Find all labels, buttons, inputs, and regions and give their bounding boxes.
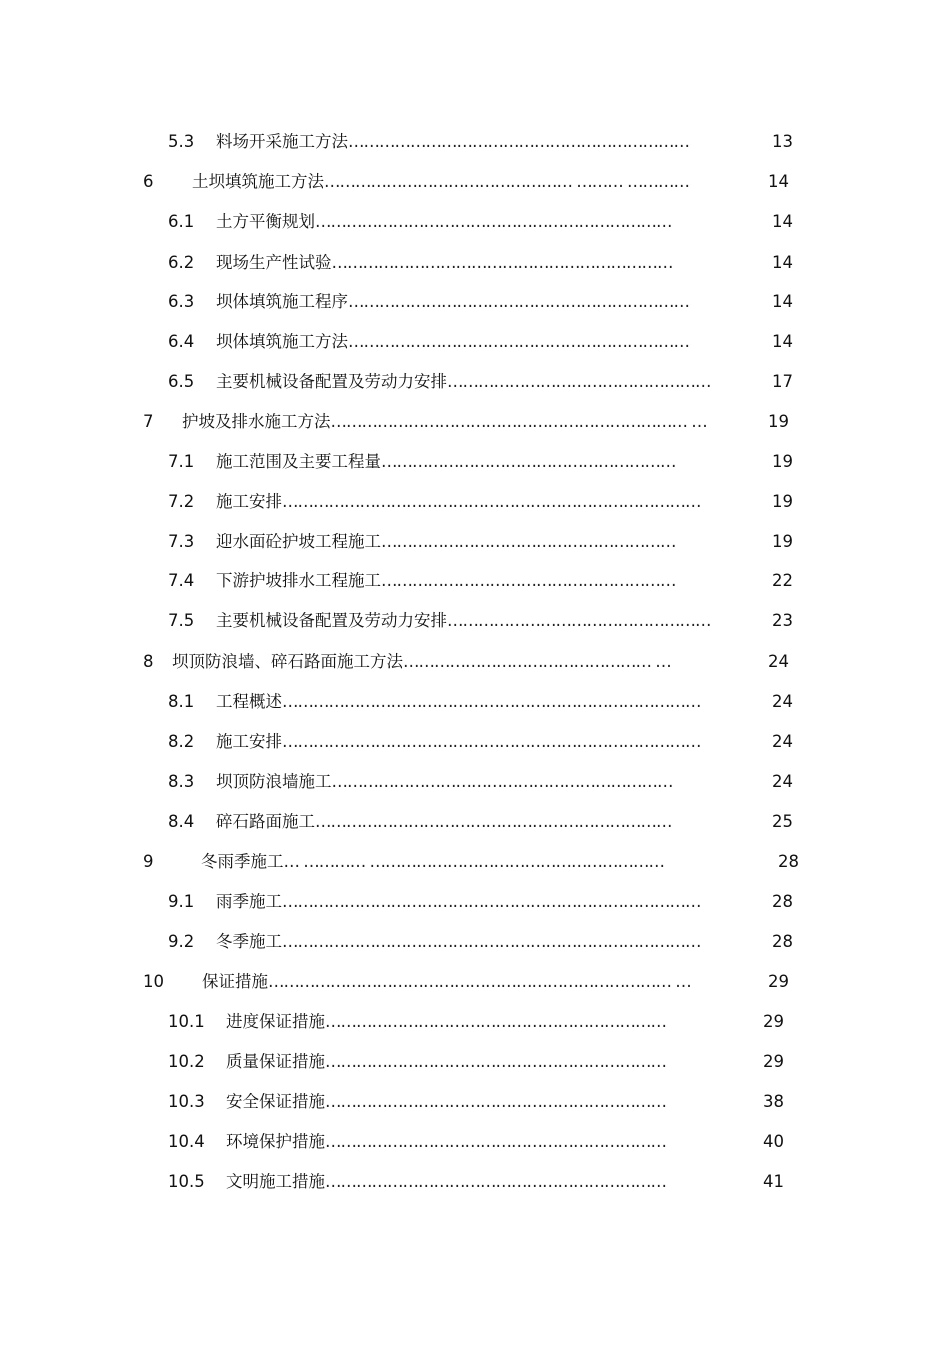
toc-entry-page-number: 24 [772,692,793,711]
toc-entry-title-text: 土方平衡规划 [216,212,315,231]
toc-dot-leader: …………………………………………………………… [315,812,672,831]
toc-entry[interactable] [0,249,950,277]
toc-entry-title [226,1088,731,1116]
toc-dot-leader: ……………………………………………………………………… [282,932,701,951]
toc-entry-page-number: 28 [772,932,793,951]
toc-entry[interactable] [0,968,950,996]
toc-entry-page-number: 19 [772,452,793,471]
toc-entry[interactable] [0,168,950,196]
toc-entry-title-text: 进度保证措施 [226,1012,325,1031]
toc-dot-leader: ………………………………………………………… [331,772,673,791]
toc-entry-title [216,728,740,756]
toc-entry-title-text: 冬雨季施工 [201,852,284,871]
toc-entry-number: 10 [143,972,164,991]
toc-entry-page-number: 19 [768,412,789,431]
toc-entry-title [172,648,736,676]
toc-entry-page-number: 14 [768,172,789,191]
toc-entry-title-text: 施工安排 [216,732,282,751]
toc-entry-title [216,128,740,156]
toc-entry[interactable] [0,1088,950,1116]
toc-entry-title [216,808,740,836]
toc-entry-title [216,528,740,556]
toc-entry-number: 10.5 [168,1172,205,1191]
toc-entry-title [216,928,740,956]
toc-entry-page-number: 38 [763,1092,784,1111]
toc-entry-title [226,1008,731,1036]
toc-entry-page-number: 24 [772,772,793,791]
toc-entry[interactable] [0,1168,950,1196]
toc-entry-number: 9 [143,852,154,871]
toc-entry[interactable] [0,328,950,356]
toc-entry-title-text: 坝体填筑施工方法 [216,332,348,351]
toc-entry-page-number: 19 [772,492,793,511]
toc-entry-title [216,488,740,516]
toc-entry-number: 10.4 [168,1132,205,1151]
toc-entry-title-text: 冬季施工 [216,932,282,951]
toc-entry-number: 8.2 [168,732,195,751]
toc-entry-page-number: 28 [778,852,799,871]
toc-entry[interactable] [0,1128,950,1156]
toc-dot-leader: …………………………………………… [447,372,711,391]
toc-dot-leader: ………………………………………………………… [325,1132,666,1151]
toc-entry-number: 8.4 [168,812,195,831]
toc-entry-title [216,448,740,476]
toc-entry-page-number: 40 [763,1132,784,1151]
toc-entry-title-text: 保证措施 [202,972,268,991]
toc-entry-title-text: 质量保证措施 [226,1052,325,1071]
toc-entry-page-number: 41 [763,1172,784,1191]
toc-entry[interactable] [0,1008,950,1036]
toc-entry-title [216,888,740,916]
toc-entry-number: 6.5 [168,372,195,391]
toc-entry[interactable] [0,448,950,476]
toc-dot-leader: ………………………………………………………… [325,1092,666,1111]
toc-entry-number: 9.1 [168,892,195,911]
toc-entry-page-number: 17 [772,372,793,391]
toc-entry-page-number: 29 [763,1052,784,1071]
toc-dot-leader: ……………………………………………………………………… [282,692,701,711]
toc-entry-title-text: 工程概述 [216,692,282,711]
toc-dot-leader: ………………………………………………………… [331,253,673,272]
toc-entry-number: 7.3 [168,532,195,551]
toc-entry-title [216,328,740,356]
toc-entry-title-text: 安全保证措施 [226,1092,325,1111]
toc-dot-leader: ………………………………………………………… [325,1172,666,1191]
toc-entry[interactable] [0,368,950,396]
toc-entry-page-number: 24 [772,732,793,751]
toc-entry-page-number: 24 [768,652,789,671]
toc-entry-number: 10.3 [168,1092,205,1111]
toc-entry-title-text: 下游护坡排水工程施工 [216,571,381,590]
toc-entry-page-number: 29 [763,1012,784,1031]
toc-entry[interactable] [0,808,950,836]
toc-entry[interactable] [0,208,950,236]
toc-dot-leader: ……………………………………………………………………… [282,892,701,911]
toc-dot-leader: ………………………………………………… [381,452,676,471]
toc-entry-number: 7.4 [168,571,195,590]
toc-entry-number: 7 [143,412,154,431]
toc-entry-number: 9.2 [168,932,195,951]
toc-entry-title [216,567,740,595]
toc-entry-page-number: 23 [772,611,793,630]
toc-entry[interactable] [0,768,950,796]
toc-entry-title-text: 施工安排 [216,492,282,511]
toc-entry-title [226,1048,731,1076]
toc-entry-number: 6.1 [168,212,195,231]
toc-entry-title-text: 料场开采施工方法 [216,132,348,151]
toc-entry-number: 7.1 [168,452,195,471]
toc-entry-title-text: 碎石路面施工 [216,812,315,831]
toc-entry[interactable] [0,408,950,436]
toc-entry-page-number: 19 [772,532,793,551]
toc-entry[interactable] [0,688,950,716]
toc-entry-page-number: 29 [768,972,789,991]
toc-entry-title [226,1128,731,1156]
toc-entry-title-text: 护坡及排水施工方法 [182,412,331,431]
toc-entry-title [216,768,740,796]
toc-entry-page-number: 13 [772,132,793,151]
toc-entry[interactable] [0,728,950,756]
toc-entry-title [216,288,740,316]
toc-entry-page-number: 14 [772,212,793,231]
toc-entry-title-text: 土坝填筑施工方法 [192,172,324,191]
toc-dot-leader: ………………………………………………………… [348,132,689,151]
toc-entry[interactable] [0,567,950,595]
toc-entry-page-number: 14 [772,332,793,351]
toc-entry-page-number: 14 [772,292,793,311]
toc-entry-title [216,249,740,277]
toc-entry-page-number: 28 [772,892,793,911]
toc-entry[interactable] [0,607,950,635]
toc-entry-title-text: 迎水面砼护坡工程施工 [216,532,381,551]
toc-entry-title-text: 坝顶防浪墙、碎石路面施工方法 [172,652,403,671]
toc-entry-number: 10.2 [168,1052,205,1071]
toc-dot-leader: …………………………………………… [447,611,711,630]
toc-entry-title-text: 坝体填筑施工程序 [216,292,348,311]
toc-entry-page-number: 25 [772,812,793,831]
toc-entry-number: 7.5 [168,611,195,630]
toc-entry-title [226,1168,731,1196]
toc-dot-leader: ………………………………………… ……… ………… [324,172,689,191]
toc-entry[interactable] [0,528,950,556]
toc-entry-page-number: 14 [772,253,793,272]
toc-entry-number: 8.1 [168,692,195,711]
toc-entry-title-text: 环境保护措施 [226,1132,325,1151]
toc-entry[interactable] [0,648,950,676]
toc-entry-number: 8 [143,652,154,671]
toc-dot-leader: …………………………………………………………… [315,212,672,231]
toc-entry-number: 5.3 [168,132,195,151]
toc-dot-leader: ………………………………………………………… [348,332,689,351]
toc-entry[interactable] [0,848,950,876]
toc-entry-number: 6.2 [168,253,195,272]
toc-entry-number: 6.3 [168,292,195,311]
toc-entry-title [216,607,740,635]
toc-entry-number: 10.1 [168,1012,205,1031]
toc-dot-leader: … ………… ………………………………………………… [283,852,664,871]
toc-entry-title-text: 文明施工措施 [226,1172,325,1191]
toc-entry-title-text: 现场生产性试验 [216,253,332,272]
toc-entry-title [216,688,740,716]
toc-entry-title-text: 坝顶防浪墙施工 [216,772,332,791]
toc-dot-leader: ………………………………………………… [381,532,676,551]
toc-entry[interactable] [0,928,950,956]
toc-entry[interactable] [0,488,950,516]
toc-entry-title-text: 雨季施工 [216,892,282,911]
toc-dot-leader: ………………………………………………… [381,571,676,590]
toc-entry-title [202,968,736,996]
toc-entry-number: 8.3 [168,772,195,791]
toc-dot-leader: …………………………………………………………… … [330,412,707,431]
toc-entry-title [216,368,740,396]
toc-dot-leader: ……………………………………………………………………… [282,492,701,511]
toc-entry-number: 7.2 [168,492,195,511]
toc-entry[interactable] [0,888,950,916]
toc-entry[interactable] [0,128,950,156]
toc-dot-leader: ……………………………………………………………………… [282,732,701,751]
toc-entry-page-number: 22 [772,571,793,590]
toc-dot-leader: ………………………………………………………… [325,1012,666,1031]
toc-dot-leader: …………………………………………………………………… … [268,972,691,991]
toc-entry-title [216,208,740,236]
toc-entry[interactable] [0,288,950,316]
toc-entry-title-text: 施工范围及主要工程量 [216,452,381,471]
toc-dot-leader: ………………………………………………………… [348,292,689,311]
toc-entry-title [182,408,736,436]
toc-entry-number: 6.4 [168,332,195,351]
toc-entry-number: 6 [143,172,154,191]
toc-entry-title-text: 主要机械设备配置及劳动力安排 [216,372,447,391]
toc-dot-leader: ………………………………………… … [403,652,671,671]
toc-entry-title [192,168,736,196]
toc-entry[interactable] [0,1048,950,1076]
toc-entry-title [201,848,746,876]
toc-entry-title-text: 主要机械设备配置及劳动力安排 [216,611,447,630]
toc-dot-leader: ………………………………………………………… [325,1052,666,1071]
